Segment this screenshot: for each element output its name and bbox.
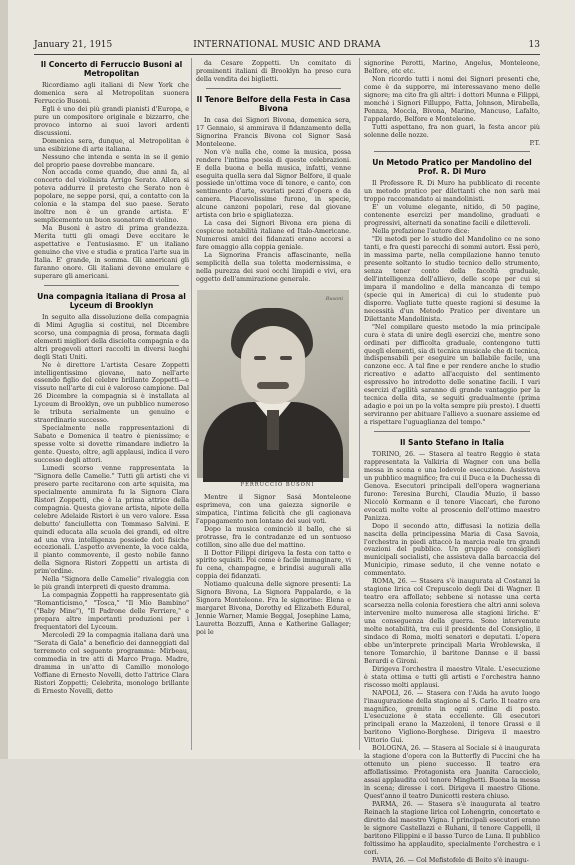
article-title: Una compagnia italiana di Prosa al Lyceum di Brooklyn [37,291,186,310]
article-title: Il Concerto di Ferruccio Busoni al Metropolitan [40,60,183,78]
paragraph: signorine Perotti, Marino, Angelus, Monteleone, Belfore, etc etc. [364,60,540,75]
paragraph: Domenica sera, dunque, al Metropolitan è una esibizione di arte italiana. [34,137,189,153]
column-divider [359,58,360,750]
column-middle [196,60,351,750]
paragraph: Non v'è nulla che, come la musica, possa rendere l'intima poesia di queste celebrazioni. E della buona e bella musica, infatti, venne eseguita quella sera dal Signor Belfore, il quale possiede un'ottima voce di tenore, e canto, con sentimento d'arte, svariati pezzi d'opera e da camera. Piacevolissime furono, in specie, alcune canzoni popolari, rese dal giovane artista con brio e spigliatezza. [196,148,351,220]
photo-signature: Busoni [325,295,343,302]
page-number: 13 [528,40,540,50]
paragraph: In casa dei Signori Bivona, domenica sera, 17 Gennaio, si ammirava il fidanzamento della Signorina Francis Bivona col Signor Sasá Monteleone. [196,116,351,148]
paragraph: Non accada come quando, due anni fa, al concerto del violinista Arrigo Serato. Allora si poteva addurre il pretesto che Serato non è popolare, ne seppe porsi, qui, a contatto con la colonia e la stampa del suo paese. Serato inoltre non è un grande artista. E' semplicemente un buon suonatore di violino. [34,169,189,225]
photo-caption: FERRUCCIO BUSONI [240,481,315,488]
paragraph: Dopo il secondo atto, diffusasi la notizia della nascita della principessina Maria di Casa Savoia, l'orchestra in piedi attaccò la marcia reale tra grandi ovazioni del pubblico. Un gruppo di consiglieri municipali socialisti, che assisteva dalla barcaccia del Municipio, rimase seduto, il che venne notato e commentato. [364,522,540,578]
paragraph: Il Dottor Filippi dirigeva la festa con tatto e spirito squisiti. Poi come è facile immaginare, vi fu cena, champagne, e brindisi augurali alla coppia dei fidanzati. [196,549,351,581]
paragraph: Mercoledì 29 la compagnia italiana darà una "Serata di Gala" a beneficio dei danneggiati dal terremoto col seguente programma: Mirbeau, commedia in tre atti di Marco Praga. Madre, dramma in un'atto di Camillo monologo Voffiane di Ernesto Novelli, detto l'attrice Clara Ristori Zoppetti; Celebrita, monologo brillante di Ernesto Novelli, detto [34,631,189,695]
publication-title: INTERNATIONAL MUSIC AND DRAMA [193,40,381,50]
article-title: Un Metodo Pratico per Mandolino del Prof. R. Di Muro [372,158,532,177]
paragraph: Specialmente nelle rappresentazioni di Sabato e Domenica il teatro è pienissimo; e spesse volte si dovette rimandare indietro la gente. Questo, oltre, agli applausi, indica il vero successo degli attori. [34,425,190,464]
paragraph: Ma Busoni è astro di prima grandezza. Merita tutti gli omagi Deve eccitare le aspettative e l'entusiasmo. E' un italiano genuino che vive e studia e pratica l'arte sua in Italia. E' grande, in somma. Gli americani gli faranno onore. Gli italiani devono emulare e superare gli americani. [34,225,189,280]
paragraph: La casa dei Signori Bivona era piena di cospicue notabilità italiane ed Italo-Americane. Numerosi amici dei fidanzati erano accorsi a fare omaggio alla coppia geniale. [196,220,351,252]
paragraph: BOLOGNA, 26. — Stasera al Sociale si è inaugurata la stagione d'opera con la Butterfly di Puccini che ha ottenuto un pieno successo. Il teatro era affollatissimo. Protagonista era Juanita Caracciolo, assai applaudita col tenore Minghetti. Buona la messa in scena; diresse i cori. Dirigeva il maestro Glione. Quest'anno il teatro Dunicotti restera chiuso. [364,745,540,801]
paragraph: Mentre il Signor Sasá Monteleone esprimeva, con una gaiezza signorile e simpatica, l'intima felicità che gli cagionava l'appagamento non lontano dei suoi voti. [196,493,351,525]
paragraph: Tutti aspettano, fra non guari, la festa ancor più solenne delle nozze. [364,123,540,139]
paragraph: Ne è direttore L'artista Cesare Zoppetti intelligentissimo giovane, nato nell'arte essendo figlio del celebre brillante Zoppetti—e vissuto nell'arte di cui è valoroso campione. Dal 26 Dicembre la compagnia si è installata al Lyceum di Brooklyn, ove un pubblico numeroso le tributa serialmente un genuino e straordinario successo. [34,361,189,425]
paragraph: PARMA, 26. — Stasera s'è inaugurata al teatro Reinach la stagione lirica col Lohengrin, concertato e diretto dal maestro Vigna. I principali esecutori erano le signore Castellazzi e Ruhani, il tenore Cappelli, il baritono Filippini e il basso Turco de Luna. Il pubblico foltissimo ha applaudito, specialmente l'orchestra e i cori. [364,800,540,856]
column-right [364,60,540,864]
paragraph: Nella prefazione l'autore dice: [372,228,470,236]
paragraph: Lunedi scorso venne rappresentata la "Signora delle Camelie." Tutti gli artisti che vi presero parte recitarono con arte squisita, ma specialmente ammirata fu la Signora Clara Ristori Zoppetti, che è la prima attrice della compagnia. Questa giovane artista, nipote della celebre Adelaide Ristori è un vero valore. Essa debutto' fanciulletta con Tommaso Salvini. E quindi educata alla scuola dei grandi, ed oltre ad una viva intelligenza possiede doti fisiche eccezionali. L'aspetto avvenente, la voce calda, il pianto commovente, il gesto nobile fanno della Signora Ristori Zoppetti un artista di prim'ordine. [34,464,189,576]
paragraph: La Signorina Francis affascinante, nella semplicità della sua toletta modernissima, e nella purezza dei suoi occhi limpidi e vivi, era oggetto dell'ammirazione generale. [196,252,351,283]
paragraph: Egli è uno dei più grandi pianisti d'Europa, e pure un compositore originale e bizzarro, che provoco intorno ai suoi lavori ardenti discussioni. [34,105,189,137]
page-binding-edge [0,0,8,759]
article-title: Il Tenore Belfore della Festa in Casa Bivona [196,94,351,113]
article-divider [44,285,179,286]
article-divider [374,151,530,152]
article-divider [374,431,530,432]
paragraph: "Di metodi per lo studio del Mandolino ce ne sono tanti, e fra questi parecchi di sommi autori. Essi però, in massima parte, nella compilazione hanno tenuto presente soltanto lo studio tecnico dello strumento, senza tener conto della facoltà graduale, dell'intelligenza dell'allievo, delle scope per cui si impara il mandolino e della mancanza di tempo (specie qui in America) di cui lo studente può disporre. Vagliate tutte queste ragioni si desume la necessità d'un Metodo Pratico per diventare un Dilettante Mandolinista. [364,236,540,323]
paragraph: TORINO, 26. — Stasera al teatro Reggio è stata rappresentata la Valkiria di Wagner con una bella messa in scena e una lodevole esecuzione. Assisteva un pubblico magnifico; fra cui il Duca e la Duchessa di Genova. Esecutori principali dell'opera wagneriana furono: Teresina Burchi, Claudia Muzio, il basso Niccolò Kormann e il tenore Viaccari, che furono evocati molte volte al proscenio dell'ottimo maestro Panizza. [364,451,540,522]
header-rule [34,54,540,55]
paragraph: Dirigeva l'orchestra il maestro Vitale. L'esecuzione è stata ottima e tutti gli artisti e l'orchestra hanno riscosso molti applausi. [364,665,540,689]
issue-date: January 21, 1915 [34,40,113,50]
running-header [34,40,540,54]
paragraph: Ricordiamo agli italiani di New York che domenica sera al Metropolitan suonera Ferruccio Busoni. [34,82,189,105]
paragraph: La compagnia Zoppetti ha rappresentato già "Romanticismo," "Tosca," "Il Mio Bambino" ("Baby Mine"), "Il Padrone delle Ferriere," e prepara altre importanti produzioni per i frequentatori del Lyceum. [34,592,189,631]
paragraph: Dopo la musica cominciò il ballo, che si protrasse, fra le contradanze ed un sontuoso cotillon, sino alle due del mattino. [196,525,351,549]
paragraph: da Cesare Zoppetti. Un comitato di prominenti italiani di Brooklyn ha preso cura della vendita dei biglietti. [196,60,351,83]
column-left [34,60,189,750]
paragraph: "Nel compilare questo metodo la mia principale cura è stata di unire degli esercizi che, mentre sono ordinati per difficolta graduale, contengono tutti quegli elementi, sia di tecnica musicale che di tecnica, indispensabili per eseguire un ballabile facile, una canzone ecc. A tal fine e per rendere anche lo studio ricreativo e adatto all'acquisto del sentimento espressivo ho introdotto delle sonatine facili. I vari esercizi d'agilità saranno di grande vantaggio per la tecnica della dita, se seguiti gradualmente (prima adagio e poi un po la volta sempre più presto). I duetti serviranno per abituare l'allievo a suonare assieme ed a rispettare l'uguaglianza del tempo." [364,323,540,427]
article-title: Il Santo Stefano in Italia [399,438,505,448]
column-divider [191,58,192,750]
paragraph: ROMA, 26. — Stasera s'è inaugurata al Costanzi la stagione lirica col Crepuscolo degli Dei di Wagner. Il teatro era affollato; sebbene si notasse una certa scarsezza nella colonia forestiera che altri anni soleva intervenire molto numerosa alle stagioni liriche. E' una conseguenza della guerra. Sono intervenute molte notabilità, tra cui il presidente del Consiglio, il sindaco di Roma, molti senatori e deputati. L'opera ebbe un'interprete principali Maria Wroblewska, il tenore Tomarchio, il baritone Dannse e il bassi Berardi e Gironi. [364,578,540,665]
paragraph: Nella "Signora delle Camelie" rivaleggia con le più grandi interpreti di questo dramma. [34,576,189,592]
paragraph: Non ricordo tutti i nomi dei Signori presenti che, come è da supporre, mi interessavano meno delle signore; ma cito fra gli altri: i dottori Munna e Filippi, monché i Signori Filluppo, Fatta, Johnson, Mirabella, Pennza, Moccia, Bivona, Marino, Mancuso, Lafalto, l'appalardo, Belfore e Monteleone. [364,75,540,123]
paragraph: Nessuno che intenda e senta in se il genio del proprio paese dovrebbe mancare. [34,153,189,169]
paragraph: NAPOLI, 26. — Stasera con l'Aida ha avuto luogo l'inaugurazione della stagione al S. Carlo. Il teatro era magnifico, gremito in ogni ordine di posto. L'esecuzione è stata eccellente. Gli esecutori principali erano la Mazzoleni, il tenore Grassi e il baritono Vigliono-Borghese. Dirigeva il maestro Vittorio Gui. [364,689,540,745]
paragraph: Il Professore R. Di Muro ha pubblicato di recente un metodo pratico per dilettanti che non sarà mai troppo raccomandato ai mandolinisti. [364,180,540,204]
article-signature: P.T. [529,139,540,147]
paragraph: PAVIA, 26. — Col Mefistofele di Boito s'è inaugu- [372,856,529,864]
paragraph: Notiamo qualcuna delle signore presenti: La Signora Bivona, La Signora Pappalardo, e la Signora Monteleone. Fra le signorine: Elena e margaret Bivona, Dorothy ed Elizabeth Edural, Jennie Warner, Mamie Beggal, Josephine Lama, Lauretta Bozzuffi, Anna e Katherine Gallager; poi le [196,581,351,637]
paragraph: In seguito alla dissoluzione della compagnia di Mimi Aguglia si costitui, nel Dicembre scorso, una compagnia di prosa, formata dagli elementi migliori della disciolta compagnia e da altri pregevoli attori raccolti in diversi luoghi degli Stati Uniti. [34,313,189,361]
portrait-photo [197,290,349,478]
paragraph: E' un volume elegante, nitido, di 50 pagine, contenente esercizi per mandolino, graduati e progressivi, alternati da sonatine facili e dilettevoli. [364,204,540,228]
article-divider [206,88,341,89]
